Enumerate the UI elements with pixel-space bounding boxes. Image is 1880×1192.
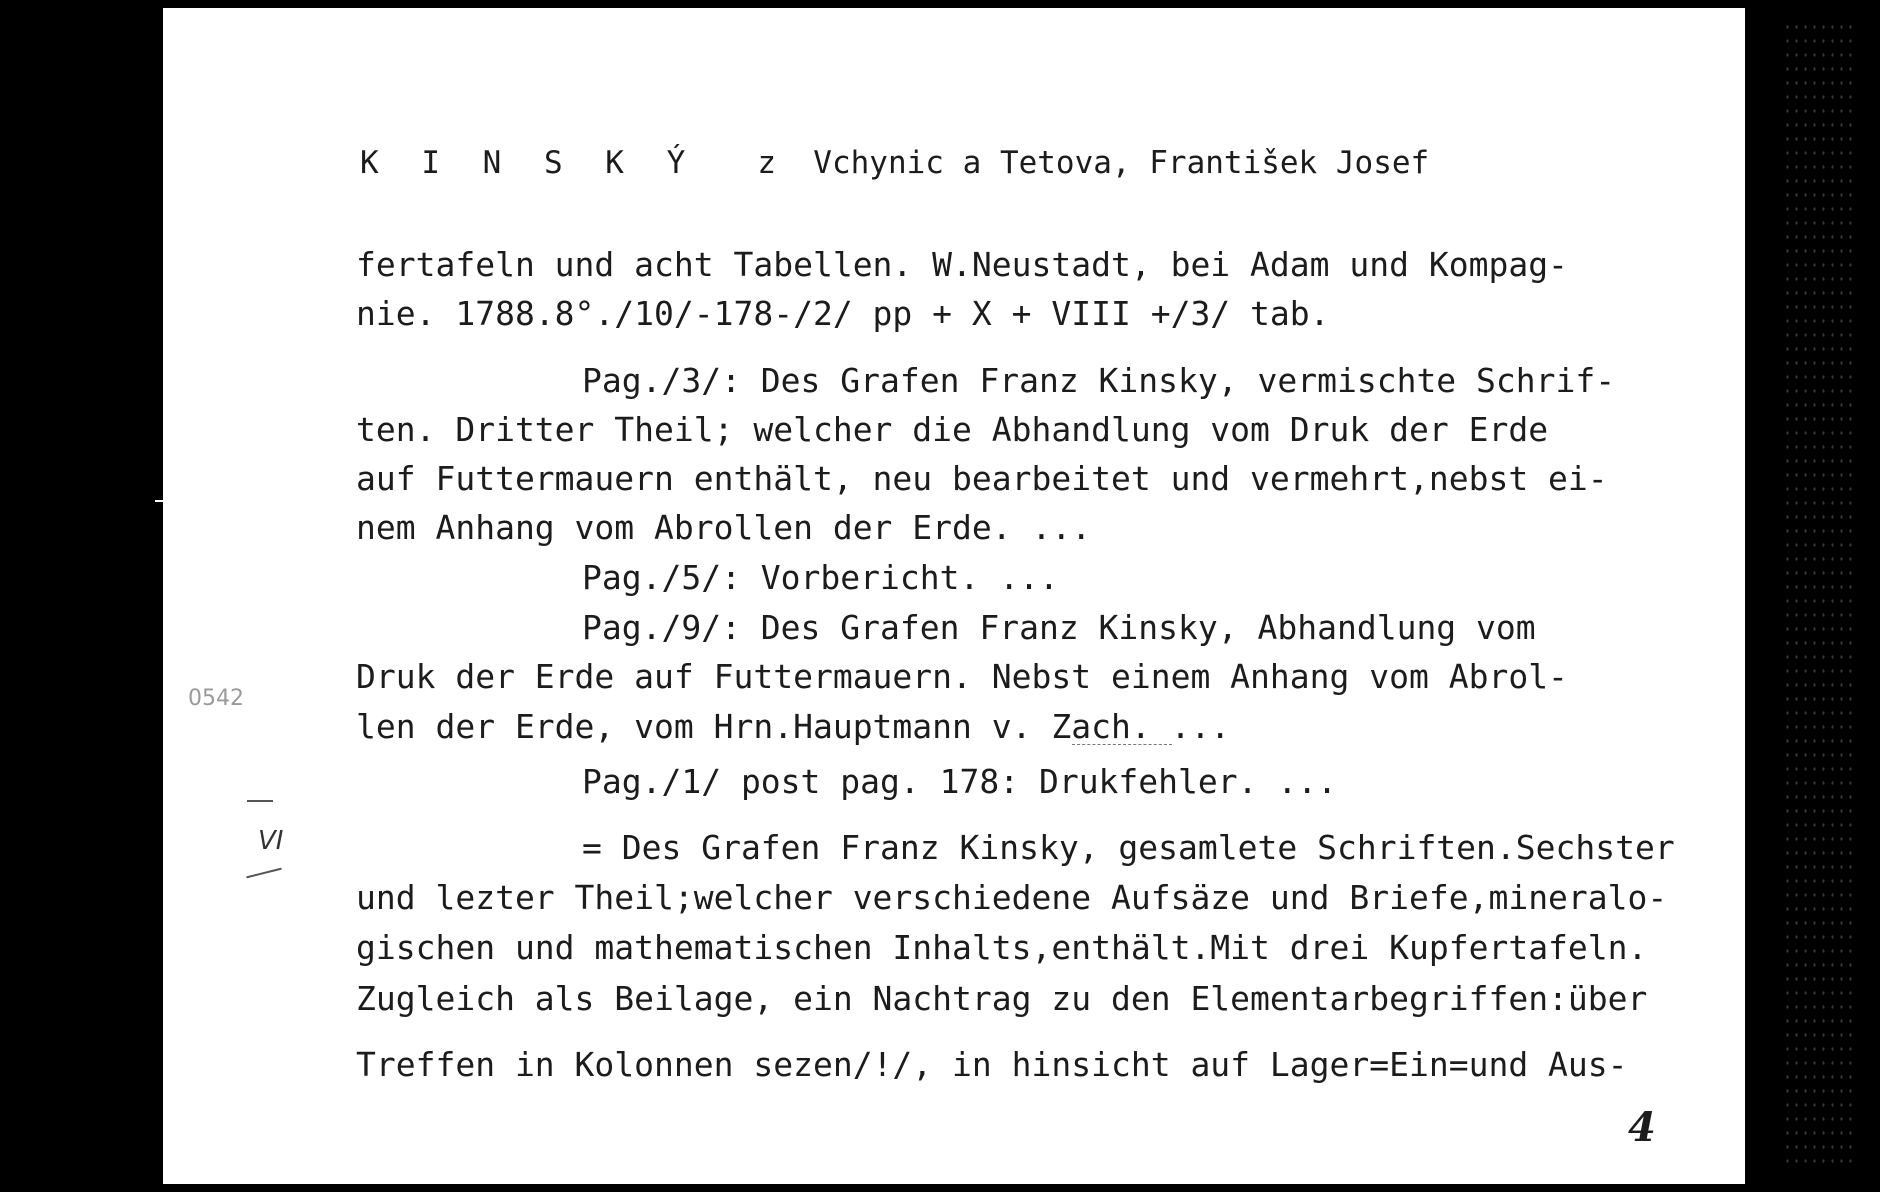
card-edge-mark — [155, 500, 165, 502]
heading-surname: K I N S K Ý — [360, 145, 698, 181]
underline-mark — [1072, 744, 1172, 745]
body-line: nie. 1788.8°./10/-178-/2/ pp + X + VIII +/3/ tab. — [356, 294, 1330, 333]
heading-given-name: z Vchynic a Tetova, František Josef — [757, 145, 1430, 181]
body-line: len der Erde, vom Hrn.Hauptmann v. Zach. ... — [356, 707, 1231, 746]
body-line: Pag./3/: Des Grafen Franz Kinsky, vermischte Schrif- — [582, 361, 1616, 400]
margin-code-note: 0542 — [188, 686, 244, 711]
body-line: = Des Grafen Franz Kinsky, gesamlete Schriften.Sechster — [582, 828, 1675, 867]
film-edge-strip — [1783, 20, 1853, 1170]
body-line: auf Futtermauern enthält, neu bearbeitet und vermehrt,nebst ei- — [356, 459, 1608, 498]
body-line: Pag./5/: Vorbericht. ... — [582, 558, 1059, 597]
body-line: Zugleich als Beilage, ein Nachtrag zu den Elementarbegriffen:über — [356, 979, 1648, 1018]
card-heading — [360, 145, 1429, 181]
margin-volume-note: VI — [258, 826, 284, 856]
page-number: 4 — [1628, 1104, 1656, 1151]
body-line: fertafeln und acht Tabellen. W.Neustadt, bei Adam und Kompag- — [356, 245, 1568, 284]
body-line: Pag./9/: Des Grafen Franz Kinsky, Abhandlung vom — [582, 608, 1536, 647]
body-line: und lezter Theil;welcher verschiedene Aufsäze und Briefe,mineralo- — [356, 878, 1668, 917]
body-line: Treffen in Kolonnen sezen/!/, in hinsicht auf Lager=Ein=und Aus- — [356, 1045, 1628, 1084]
body-line: nem Anhang vom Abrollen der Erde. ... — [356, 508, 1092, 547]
body-line: gischen und mathematischen Inhalts,enthält.Mit drei Kupfertafeln. — [356, 928, 1648, 967]
volume-tick-top — [247, 800, 273, 802]
body-line: Pag./1/ post pag. 178: Drukfehler. ... — [582, 762, 1337, 801]
body-line: Druk der Erde auf Futtermauern. Nebst einem Anhang vom Abrol- — [356, 657, 1568, 696]
body-line: ten. Dritter Theil; welcher die Abhandlung vom Druk der Erde — [356, 410, 1549, 449]
